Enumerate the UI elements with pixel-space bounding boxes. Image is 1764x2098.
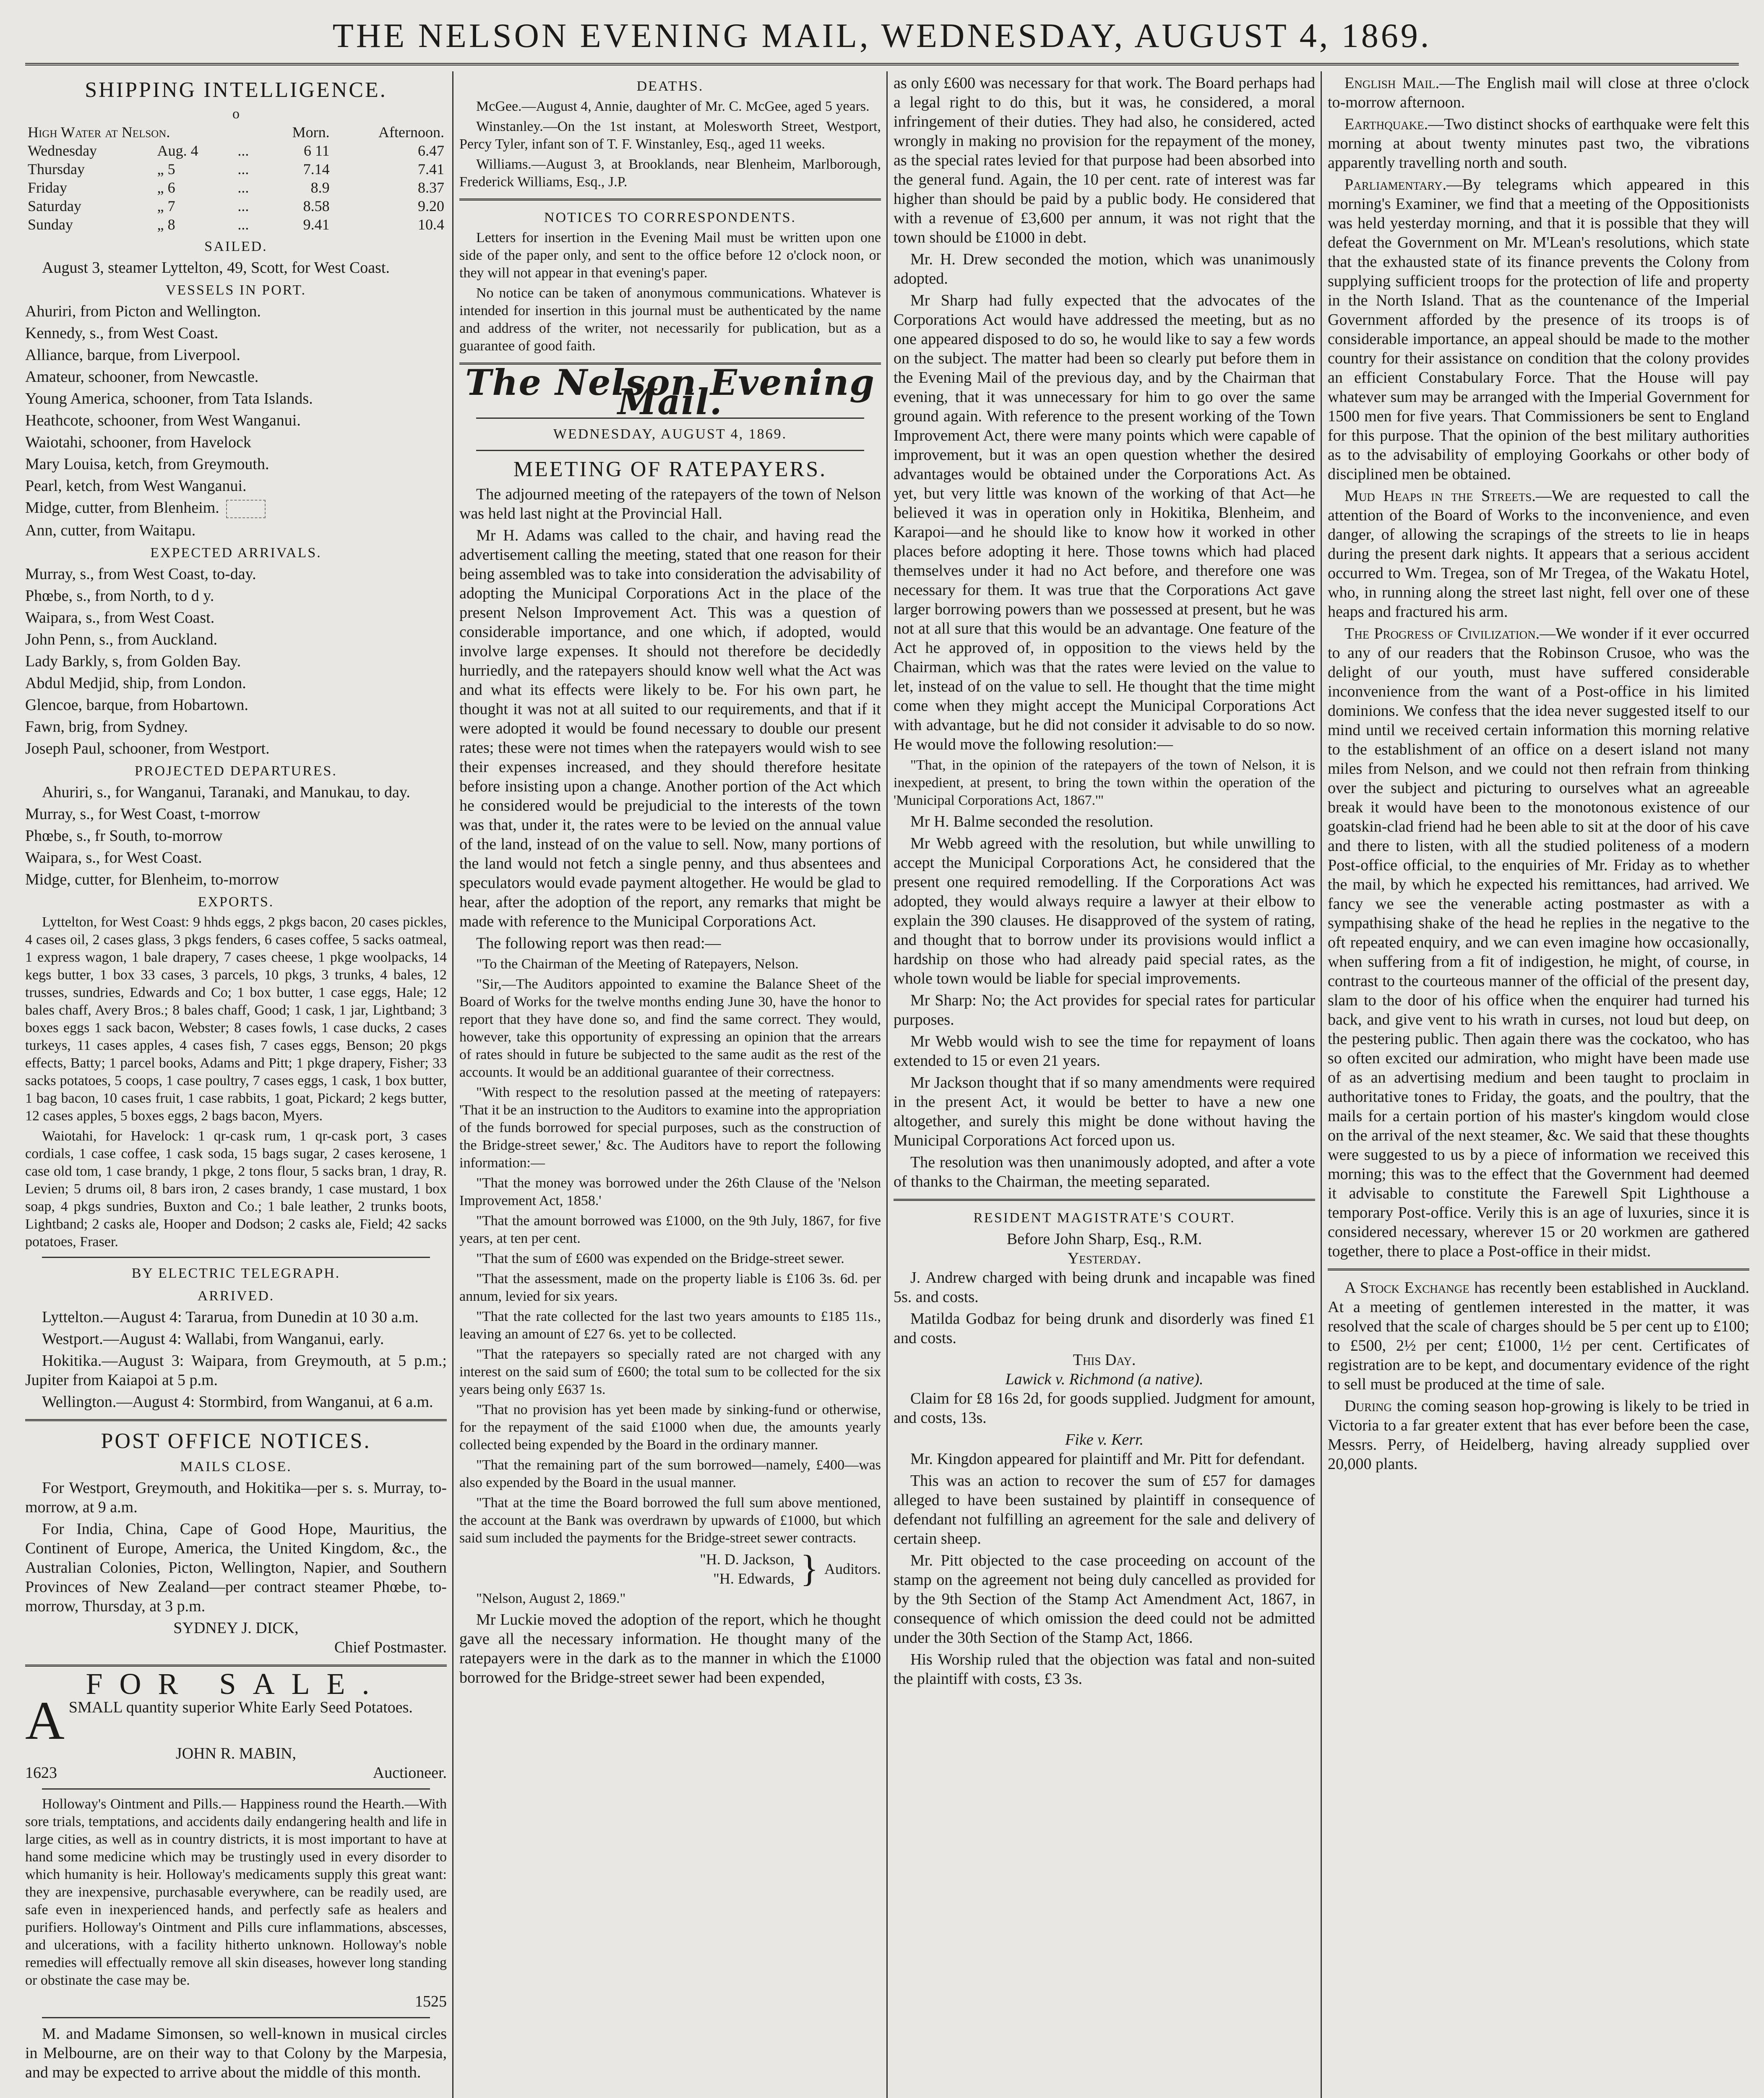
projected-heading: PROJECTED DEPARTURES. bbox=[135, 763, 337, 779]
article-paragraph: as only £600 was necessary for that work. The Board perhaps had a legal right to do this, but it was, he considered, a moral infringement of their duties. They had also, he considered, acted wrongly in making no provision for the repayment of the money, as the special rates levied for that purpose had been absorbed into the general fund. Again, the 10 per cent. rate of interest was far higher than should be paid by a public body. He considered that with a revenue of £3,600 per annum, it was not right that the town should be £1000 in debt. bbox=[894, 74, 1315, 246]
news-lead: Earthquake. bbox=[1344, 115, 1428, 133]
masthead: THE NELSON EVENING MAIL, WEDNESDAY, AUGUST 4, 1869. bbox=[332, 16, 1432, 55]
projected-entry: Murray, s., for West Coast, t-morrow bbox=[25, 805, 261, 823]
tide-afternoon: 6.47 bbox=[418, 142, 444, 159]
postmaster-title: Chief Postmaster. bbox=[334, 1639, 447, 1657]
column-rule bbox=[1321, 71, 1322, 2098]
yesterday-heading: Yesterday. bbox=[1067, 1250, 1141, 1267]
vessels-heading: VESSELS IN PORT. bbox=[165, 282, 307, 298]
notice-text: No notice can be taken of anonymous communications. Whatever is intended for insertion in this journal must be authenticated by the name and address of the writer, not necessarily for publication, but as a guarantee of good faith. bbox=[459, 285, 881, 354]
tide-afternoon: 9.20 bbox=[418, 198, 444, 214]
dateline: WEDNESDAY, AUGUST 4, 1869. bbox=[553, 426, 787, 442]
article-paragraph: Mr Webb agreed with the resolution, but while unwilling to accept the Municipal Corporations Act, he considered that the present one required remodelling. If the Corporations Act was adopted, they would always require a lawyer at their elbow to explain the 390 clauses. He disapproved of the system of rating, and thought that to borrow under its provisions would inflict a hardship on those who had already paid special rates, as the whole town would be liable for special improvements. bbox=[894, 835, 1315, 987]
tide-morn: 8.9 bbox=[310, 179, 330, 196]
section-rule bbox=[25, 1419, 447, 1421]
case-title: Fike v. Kerr. bbox=[1065, 1431, 1144, 1448]
report-address: "To the Chairman of the Meeting of Ratepayers, Nelson. bbox=[476, 956, 799, 972]
tide-dots: ... bbox=[237, 198, 249, 214]
news-text: has recently been established in Auckland. At a meeting of gentlemen interested in the matter, it was resolved that the scale of charges should be 5 per cent up to £100; to £500, 2½ per cent; £1000, 1½ per cent. Certificates of registration are to be kept, and documentary evidence of the right to sell must be produced at the time of sale. bbox=[1328, 1279, 1749, 1393]
print-mark bbox=[226, 500, 266, 518]
section-rule bbox=[25, 1665, 447, 1667]
tide-header: Morn. bbox=[292, 124, 330, 141]
court-paragraph: His Worship ruled that the objection was fatal and non-suited the plaintiff with costs, £3 3s. bbox=[894, 1651, 1315, 1688]
telegraph-heading: BY ELECTRIC TELEGRAPH. bbox=[131, 1266, 341, 1281]
meeting-paragraph: Mr H. Adams was called to the chair, and having read the advertisement calling the meeting, stated that one reason for their being assembled was to take into consideration the advisability of adopting the Municipal Corporations Act in the place of the present Nelson Improvement Act. This was a question of considerable importance, and one which, if adopted, would involve large expenses. It should not therefore be decidedly hurriedly, and the ratepayers should know well what the Act was and what its effects were likely to be. For his own part, he thought it was not at all suited to our requirements, and that if it were adopted it would be found necessary to double our present rates; these were not times when the ratepayers would wish to see their expenses increased, and they should therefore hesitate before insisting upon a change. Another portion of the Act which he considered would be prejudicial to the interests of the town was that, under it, the rates were to be levied on the annual value of the land, instead of on the value to sell. Now, many portions of the land would not fetch a single penny, and thus absentees and speculators would evade payment altogether. He would be glad to hear, after the adoption of the report, any remarks that might be made with reference to the Municipal Corporations Act. bbox=[459, 527, 881, 930]
export-entry: Lyttelton, for West Coast: 9 hhds eggs, 2 pkgs bacon, 20 cases pickles, 4 cases oil, 2 cases glass, 3 pkgs fenders, 6 cases coffee, 5 sacks oatmeal, 1 express wagon, 1 bale drapery, 7 cases cheese, 1 pkge woolpacks, 14 kegs butter, 1 box 33 cases, 3 parcels, 10 pkgs, 3 trunks, 4 bales, 12 trusses, sundries, Edwards and Co; 1 box butter, 1 case eggs, Hale; 12 bales chaff, Avery Bros.; 8 bales chaff, Good; 1 cask, 1 jar, Lightband; 3 boxes eggs 1 sack bacon, Webster; 8 cases fowls, 1 case ducks, 2 cases turkeys, 11 cases apples, 4 cases fish, 7 cases eggs, Benson; 20 pkgs effects, Batty; 1 parcel books, Adams and Pitt; 1 pkge drapery, Fisher; 33 sacks potatoes, 5 coops, 1 case poultry, 7 cases eggs, 1 cask, 1 box butter, 1 bag bacon, 10 cases fruit, 1 case rabbits, 1 goat, Pickard; 2 kegs butter, 12 cases apples, 5 boxes eggs, 2 bags bacon, Myers. bbox=[25, 914, 447, 1124]
masthead-rule bbox=[25, 63, 1739, 65]
resolution-text: "That, in the opinion of the ratepayers of the town of Nelson, it is inexpedient, at present, to bring the town within the operation of the 'Municipal Corporations Act, 1867.'" bbox=[894, 757, 1315, 808]
news-lead: A Stock Exchange bbox=[1344, 1279, 1470, 1297]
auditor-name: "H. D. Jackson, bbox=[700, 1551, 795, 1568]
death-notice: Winstanley.—On the 1st instant, at Molesworth Street, Westport, Percy Tyler, infant son of T. F. Winstanley, Esq., aged 11 weeks. bbox=[459, 119, 881, 152]
tide-morn: 6 11 bbox=[304, 142, 330, 159]
export-entry: Waiotahi, for Havelock: 1 qr-cask rum, 1 qr-cask port, 3 cases cordials, 1 case coffee, 1 cask soda, 15 bags sugar, 2 cases kerosene, 1 case old tom, 1 case brandy, 1 pkge, 2 tons flour, 5 sacks bran, 1 dray, R. Levien; 5 drums oil, 8 bars iron, 2 cases brandy, 1 case mustard, 1 box soap, 4 pkgs sundries, Buxton and Co.; 1 bale leather, 2 trunks boots, Lightband; 2 casks ale, Hooper and Dodson; 2 casks ale, Field; 42 sacks potatoes, Fraser. bbox=[25, 1128, 447, 1250]
court-paragraph: This was an action to recover the sum of £57 for damages alleged to have been sustained by plaintiff in consequence of defendant not fulfilling an agreement for the sale and delivery of certain sheep. bbox=[894, 1472, 1315, 1547]
mail-entry: For India, China, Cape of Good Hope, Mauritius, the Continent of Europe, America, the United Kingdom, &c., the Australian Colonies, Picton, Wellington, Napier, and Southern Provinces of New Zealand—per contract steamer Phœbe, to-morrow, Thursday, at 3 p.m. bbox=[25, 1520, 447, 1615]
tide-dots: ... bbox=[237, 142, 249, 159]
article-paragraph: Mr H. Balme seconded the resolution. bbox=[910, 813, 1154, 830]
projected-entry: Phœbe, s., fr South, to-morrow bbox=[25, 827, 223, 845]
arrived-entry: Hokitika.—August 3: Waipara, from Greymouth, at 5 p.m.; Jupiter from Kaiapoi at 5 p.m. bbox=[25, 1352, 447, 1389]
report-paragraph: "That at the time the Board borrowed the full sum above mentioned, the account at the Bank was overdrawn by upwards of £1000, but which said sum included the payments for the Bridge-street sewer contracts. bbox=[459, 1495, 881, 1546]
case-title: Lawick v. Richmond (a native). bbox=[1005, 1370, 1204, 1388]
death-notice: McGee.—August 4, Annie, daughter of Mr. C. McGee, aged 5 years. bbox=[476, 99, 870, 114]
expected-entry: Murray, s., from West Coast, to-day. bbox=[25, 565, 256, 583]
sailed-entry: August 3, steamer Lyttelton, 49, Scott, for West Coast. bbox=[42, 259, 390, 277]
report-paragraph: "That no provision has yet been made by sinking-fund or otherwise, for the repayment of the said £1000 when due, the amounts yearly collected being expended by the Board in the ordinary manner. bbox=[459, 1402, 881, 1453]
section-rule bbox=[894, 1199, 1315, 1201]
tide-afternoon: 8.37 bbox=[418, 179, 444, 196]
tide-afternoon: 7.41 bbox=[418, 161, 444, 177]
auctioneer-name: JOHN R. MABIN, bbox=[175, 1745, 297, 1763]
article-paragraph: Mr. H. Drew seconded the motion, which was unanimously adopted. bbox=[894, 251, 1315, 287]
news-paragraph bbox=[1328, 73, 1749, 112]
news-paragraph bbox=[1328, 175, 1749, 484]
holloway-ad: Holloway's Ointment and Pills.— Happiness round the Hearth.—With sore trials, temptations, and accidents daily endangering health and life in large cities, as well as in country districts, it is most important to have at hand some medicine which may be trustingly used in every disorder to which humanity is heir. Holloway's medicaments supply this great want: they are inexpensive, purchasable everywhere, can be readily used, are safe even in inexperienced hands, and perfectly safe as healers and purifiers. Holloway's Ointment and Pills cure inflammations, abscesses, and ulcerations, with a facility hitherto unknown. Holloway's noble remedies will effectually remove all skin diseases, however long standing or obstinate the case may be. bbox=[25, 1796, 447, 1988]
court-before: Before John Sharp, Esq., R.M. bbox=[1006, 1230, 1202, 1248]
vessel-entry: Young America, schooner, from Tata Islands. bbox=[25, 390, 313, 407]
vessel-entry: Kennedy, s., from West Coast. bbox=[25, 324, 219, 342]
exports-heading: EXPORTS. bbox=[198, 894, 274, 910]
tide-header: High Water at Nelson. bbox=[28, 124, 170, 141]
simonsen-notice: M. and Madame Simonsen, so well-known in musical circles in Melbourne, are on their way to that Colony by the Marpesia, and may be expected to arrive about the middle of this month. bbox=[25, 2025, 447, 2082]
article-paragraph: The resolution was then unanimously adopted, and after a vote of thanks to the Chairman, the meeting separated. bbox=[894, 1153, 1315, 1190]
tide-dots: ... bbox=[237, 216, 249, 233]
vessel-entry: Ahuriri, from Picton and Wellington. bbox=[25, 303, 261, 320]
auditor-names bbox=[700, 1550, 795, 1588]
post-office-heading: POST OFFICE NOTICES. bbox=[101, 1429, 371, 1453]
expected-heading: EXPECTED ARRIVALS. bbox=[150, 545, 322, 561]
luckie-paragraph: Mr Luckie moved the adoption of the report, which he thought gave all the necessary information. He thought many of the ratepayers were in the dark as to the manner in which the £1000 borrowed for the Bridge-street sewer had been expended, bbox=[459, 1611, 881, 1686]
report-paragraph: "That the sum of £600 was expended on the Bridge-street sewer. bbox=[476, 1251, 844, 1266]
tide-day: Sunday bbox=[28, 216, 73, 233]
mail-entry: For Westport, Greymouth, and Hokitika—per s. s. Murray, to-morrow, at 9 a.m. bbox=[25, 1479, 447, 1516]
report-paragraph: "That the amount borrowed was £1000, on the 9th July, 1867, for five years, at ten per cent. bbox=[459, 1213, 881, 1246]
tide-row bbox=[25, 141, 447, 160]
column-4 bbox=[1328, 73, 1749, 2098]
expected-entry: Phœbe, s., from North, to d y. bbox=[25, 587, 214, 605]
section-rule bbox=[42, 1257, 430, 1258]
vessel-entry: Amateur, schooner, from Newcastle. bbox=[25, 368, 259, 386]
news-lead: During bbox=[1344, 1397, 1392, 1415]
notice-text: Letters for insertion in the Evening Mail must be written upon one side of the paper only, and sent to the office before 12 o'clock noon, or they will not appear in that evening's paper. bbox=[459, 230, 881, 281]
tide-date: „ 6 bbox=[157, 179, 175, 196]
postmaster-name: SYDNEY J. DICK, bbox=[173, 1619, 299, 1637]
expected-entry: Joseph Paul, schooner, from Westport. bbox=[25, 740, 270, 758]
mails-heading: MAILS CLOSE. bbox=[180, 1459, 292, 1475]
article-paragraph: Mr Jackson thought that if so many amendments were required in the present Act, it would be better to have a new one altogether, and surely this might be done without having the Municipal Corporations Act forced upon us. bbox=[894, 1074, 1315, 1149]
vessel-entry: Alliance, barque, from Liverpool. bbox=[25, 346, 240, 364]
news-lead: English Mail. bbox=[1344, 74, 1440, 92]
tide-morn: 8.58 bbox=[303, 198, 330, 214]
ad-number: 1623 bbox=[25, 1764, 57, 1782]
tide-dots: ... bbox=[237, 161, 249, 177]
news-lead: The Progress of Civilization. bbox=[1344, 625, 1540, 642]
tide-table bbox=[25, 123, 447, 234]
news-text: —The English mail will close at three o'clock to-morrow afternoon. bbox=[1328, 74, 1749, 111]
tide-day: Wednesday bbox=[28, 142, 97, 159]
for-sale-ad bbox=[25, 1691, 447, 1751]
news-text: —We are requested to call the attention of the Board of Works to the inconvenience, and even danger, of allowing the scrapings of the streets to lie in heaps during the present dark nights. It appears that a serious accident occurred to Wm. Tregea, son of Mr Tregea, of the Wakatu Hotel, who, in running along the street last night, fell over one of these heaps and fractured his arm. bbox=[1328, 487, 1749, 621]
news-text: —Two distinct shocks of earthquake were felt this morning at about twenty minutes past two, the vibrations apparently travelling north and south. bbox=[1328, 115, 1749, 172]
report-paragraph: "That the ratepayers so specially rated are not charged with any interest on the said sum of £600; the total sum to be collected for the six years being only £637 1s. bbox=[459, 1346, 881, 1397]
arrived-entry: Westport.—August 4: Wallabi, from Wanganui, early. bbox=[42, 1330, 384, 1348]
expected-entry: Fawn, brig, from Sydney. bbox=[25, 718, 188, 736]
tide-date: „ 5 bbox=[157, 161, 175, 177]
projected-entry: Ahuriri, s., for Wanganui, Taranaki, and Manukau, to day. bbox=[42, 783, 410, 801]
report-paragraph: "That the rate collected for the last two years amounts to £185 11s., leaving an amount of £27 6s. yet to be collected. bbox=[459, 1309, 881, 1342]
for-sale-text: SMALL quantity superior White Early Seed Potatoes. bbox=[68, 1699, 413, 1717]
auctioneer-title: Auctioneer. bbox=[373, 1764, 447, 1782]
section-rule bbox=[1328, 1268, 1749, 1271]
court-paragraph: Mr. Pitt objected to the case proceeding on account of the stamp on the agreement not being duly cancelled as provided for by the 9th Section of the Stamp Act Amendment Act, 1867, in consequence of which omission the deed could not be admitted under the 30th Section of the Stamp Act, 1866. bbox=[894, 1552, 1315, 1647]
tide-day: Friday bbox=[28, 179, 67, 196]
court-heading: RESIDENT MAGISTRATE'S COURT. bbox=[973, 1210, 1235, 1226]
tide-morn: 9.41 bbox=[303, 216, 330, 233]
tide-morn: 7.14 bbox=[303, 161, 330, 177]
brace-glyph: } bbox=[800, 1548, 818, 1589]
section-rule bbox=[476, 450, 864, 451]
court-paragraph: Claim for £8 16s 2d, for goods supplied. Judgment for amount, and costs, 13s. bbox=[894, 1390, 1315, 1427]
auditor-name: "H. Edwards, bbox=[713, 1570, 795, 1587]
news-text: —We wonder if it ever occurred to any of our readers that the Robinson Crusoe, who was the delight of our youth, must have suffered considerable inconvenience from the want of a Post-office in his limited dominions. We confess that the idea never suggested itself to our mind until we received certain information this morning relative to the establishment of an office on a desert island not many miles from Nelson, and we could not then refrain from thinking over the subject and picturing to ourselves what an agreeable break it would have been to the monotonous existence of our goatskin-clad friend had he been able to sit at the door of his cave and there to listen, with all the studied politeness of a modern Post-office official, to the enquiries of Mr. Friday as to whether the mail, by which he expected his remittances, had arrived. We fancy we see the venerable acting postmaster as with a sympathising shake of the head he replies in the negative to the oft repeated enquiry, and we can even imagine how occasionally, when suffering from a fit of indigestion, he might, of course, in contrast to the courteous manner of the official of the present day, slam to the door of his office when the enquirer had turned his back, and give vent to his wrath in curses, not loud but deep, on the pestering public. Then again there was the cockatoo, who has so often excited our admiration, who might have been made use of as an advertising medium and been taught to proclaim in authoritative tones to Friday, the goats, and the poultry, that the mails for a certain portion of his master's kingdom would close on the arrival of the next steamer, &c. We said that these thoughts were suggested to us by a piece of information we received this morning; this was to the effect that the Government had deemed it advisable to constitute the Farewell Spit Lighthouse a temporary Post-office. Verily this is an age of luxuries, since it is considered necessary, wherever 15 or 20 workmen are gathered together, there to place a Post-office in their midst. bbox=[1328, 625, 1749, 1260]
news-paragraph bbox=[1328, 1278, 1749, 1394]
tide-day: Saturday bbox=[28, 198, 81, 214]
news-paragraph bbox=[1328, 486, 1749, 621]
report-paragraph: "Sir,—The Auditors appointed to examine the Balance Sheet of the Board of Works for the twelve months ending June 30, have the honor to report that they have done so, and find the same correct. They would, however, take this opportunity of expressing an opinion that the arrears of rates should in future be subjected to the same audit as the rest of the accounts. It would be an additional guarantee of their correctness. bbox=[459, 976, 881, 1080]
tide-header: Afternoon. bbox=[378, 124, 444, 141]
this-day-heading: This Day. bbox=[1073, 1351, 1136, 1369]
vessel-entry: Heathcote, schooner, from West Wanganui. bbox=[25, 412, 301, 429]
section-rule bbox=[42, 1788, 430, 1790]
vessel-text: Midge, cutter, from Blenheim. bbox=[25, 499, 219, 517]
tide-date: „ 7 bbox=[157, 198, 175, 214]
news-lead: Parliamentary. bbox=[1344, 176, 1446, 193]
meeting-paragraph: The following report was then read:— bbox=[476, 934, 721, 952]
projected-entry: Waipara, s., for West Coast. bbox=[25, 849, 202, 867]
article-paragraph: Mr Sharp: No; the Act provides for special rates for particular purposes. bbox=[894, 992, 1315, 1028]
report-paragraph: "That the assessment, made on the property liable is £106 3s. 6d. per annum, levied for six years. bbox=[459, 1271, 881, 1304]
meeting-heading: MEETING OF RATEPAYERS. bbox=[513, 457, 827, 481]
projected-entry: Midge, cutter, for Blenheim, to-morrow bbox=[25, 871, 279, 889]
notices-heading: NOTICES TO CORRESPONDENTS. bbox=[544, 210, 796, 225]
for-sale-heading: FOR SALE. bbox=[86, 1667, 386, 1701]
vessel-entry: Mary Louisa, ketch, from Greymouth. bbox=[25, 455, 269, 473]
auctioneer-line bbox=[25, 1763, 447, 1782]
meeting-paragraph: The adjourned meeting of the ratepayers of the town of Nelson was held last night at the Provincial Hall. bbox=[459, 485, 881, 522]
news-text: —By telegrams which appeared in this morning's Examiner, we find that a meeting of the Oppositionists was held yesterday morning, and that it is possible that they will defeat the Government on Mr. M'Lean's resolutions, which state that the exhausted state of its finance prevents the Colony from supplying sufficient troops for the protection of life and property in the North Island. That as the countenance of the Imperial Government afforded by the presence of its troops is of considerable importance, an appeal should be made to the mother country for their assistance on condition that the colony provides an efficient Constabulary Force. That the House will pay whatever sum may be arranged with the Imperial Government for 1500 men for five years. That Commissioners be sent to England for this purpose. That the opinion of the best military authorities as to the advisability of employing Goorkahs or other body of disciplined men be obtained. bbox=[1328, 176, 1749, 483]
auditors-label: Auditors. bbox=[824, 1560, 881, 1577]
shipping-heading: SHIPPING INTELLIGENCE. bbox=[85, 78, 387, 102]
column-rule bbox=[886, 71, 888, 2098]
tide-date: „ 8 bbox=[157, 216, 175, 233]
court-paragraph: Mr. Kingdon appeared for plaintiff and Mr. Pitt for defendant. bbox=[910, 1450, 1305, 1468]
section-rule bbox=[42, 2017, 430, 2018]
expected-entry: Glencoe, barque, from Hobartown. bbox=[25, 696, 248, 714]
tide-row bbox=[25, 215, 447, 234]
sailed-heading: SAILED. bbox=[204, 239, 268, 254]
expected-entry: John Penn, s., from Auckland. bbox=[25, 631, 218, 649]
court-paragraph: Matilda Godbaz for being drunk and disorderly was fined £1 and costs. bbox=[894, 1310, 1315, 1347]
arrived-entry: Lyttelton.—August 4: Tararua, from Dunedin at 10 30 a.m. bbox=[42, 1308, 419, 1326]
news-lead: Mud Heaps in the Streets. bbox=[1344, 487, 1536, 505]
divider-o: o bbox=[232, 106, 240, 122]
court-paragraph: J. Andrew charged with being drunk and incapable was fined 5s. and costs. bbox=[894, 1269, 1315, 1306]
holloway-number: 1525 bbox=[415, 1993, 447, 2011]
section-rule bbox=[459, 198, 881, 201]
deaths-heading: DEATHS. bbox=[636, 78, 704, 94]
vessel-entry: Ann, cutter, from Waitapu. bbox=[25, 522, 196, 540]
vessel-entry bbox=[25, 498, 447, 518]
column-3 bbox=[894, 73, 1315, 2098]
column-1 bbox=[25, 73, 447, 2098]
tide-day: Thursday bbox=[28, 161, 85, 177]
death-notice: Williams.—August 3, at Brooklands, near Blenheim, Marlborough, Frederick Williams, Esq., J.P. bbox=[459, 157, 881, 190]
tide-row bbox=[25, 197, 447, 215]
news-paragraph bbox=[1328, 115, 1749, 172]
report-paragraph: "That the remaining part of the sum borrowed—namely, £400—was also expended by the Board in the usual manner. bbox=[459, 1457, 881, 1490]
nameplate: The Nelson Evening Mail. bbox=[465, 362, 875, 423]
tide-row bbox=[25, 178, 447, 197]
column-rule bbox=[452, 71, 453, 2098]
news-text: the coming season hop-growing is likely to be tried in Victoria to a far greater extent that has ever before been the case, Messrs. Perry, of Heidelberg, having already supplied over 20,000 plants. bbox=[1328, 1397, 1749, 1473]
tide-dots: ... bbox=[237, 179, 249, 196]
report-paragraph: "With respect to the resolution passed at the meeting of ratepayers: 'That it be an instruction to the Auditors to examine into the appropriation of the funds borrowed for special purposes, such as the construction of the Bridge-street sewer,' &c. The Auditors have to report the following information:— bbox=[459, 1085, 881, 1171]
report-paragraph: "That the money was borrowed under the 26th Clause of the 'Nelson Improvement Act, 1858.' bbox=[459, 1175, 881, 1208]
tide-header-row bbox=[25, 123, 447, 141]
expected-entry: Abdul Medjid, ship, from London. bbox=[25, 674, 246, 692]
tide-date: Aug. 4 bbox=[157, 142, 198, 159]
news-paragraph bbox=[1328, 1396, 1749, 1474]
tide-afternoon: 10.4 bbox=[418, 216, 444, 233]
vessel-entry: Pearl, ketch, from West Wanganui. bbox=[25, 477, 247, 495]
drop-cap: A bbox=[25, 1691, 65, 1751]
column-2 bbox=[459, 73, 881, 2098]
news-paragraph bbox=[1328, 624, 1749, 1261]
auditors-signature bbox=[459, 1550, 881, 1588]
expected-entry: Waipara, s., from West Coast. bbox=[25, 609, 215, 627]
article-paragraph: Mr Webb would wish to see the time for repayment of loans extended to 15 or even 21 years. bbox=[894, 1033, 1315, 1070]
tide-row bbox=[25, 160, 447, 178]
expected-entry: Lady Barkly, s, from Golden Bay. bbox=[25, 652, 241, 671]
report-date: "Nelson, August 2, 1869." bbox=[476, 1591, 626, 1606]
arrived-entry: Wellington.—August 4: Stormbird, from Wanganui, at 6 a.m. bbox=[42, 1393, 433, 1411]
arrived-heading: ARRIVED. bbox=[197, 1288, 275, 1304]
article-paragraph: Mr Sharp had fully expected that the advocates of the Corporations Act would have addressed the meeting, but as no one appeared disposed to do so, he would like to say a few words on the subject. The matter had been so clearly put before them in the Evening Mail of the previous day, and by the Chairman that evening, that it was unnecessary for him to go over the same ground again. With reference to the present working of the Town Improvement Act, there were many points which were capable of improvement, but it was an open question whether the desired advantages would be obtained under the Corporations Act. As yet, but very little was known of the working of that Act—he believed it was in operation only in Hokitika, Blenheim, and Karapoi—and he should like to know how it worked in other places before adopting it here. Those towns which had placed themselves under it had no Act before, and therefore one was necessary for them. It was true that the Corporations Act gave larger borrowing powers than we possessed at present, but he was not at all sure that this would be an advantage. One feature of the Act he approved of, in opposition to the views held by the Chairman, which was that the rates were levied on the value to let, instead of on the value to sell. He thought that the time might come when they might accept the Municipal Corporations Act with advantage, but he did not consider it advisable to do so now. He would move the following resolution:— bbox=[894, 292, 1315, 753]
vessel-entry: Waiotahi, schooner, from Havelock bbox=[25, 433, 251, 451]
